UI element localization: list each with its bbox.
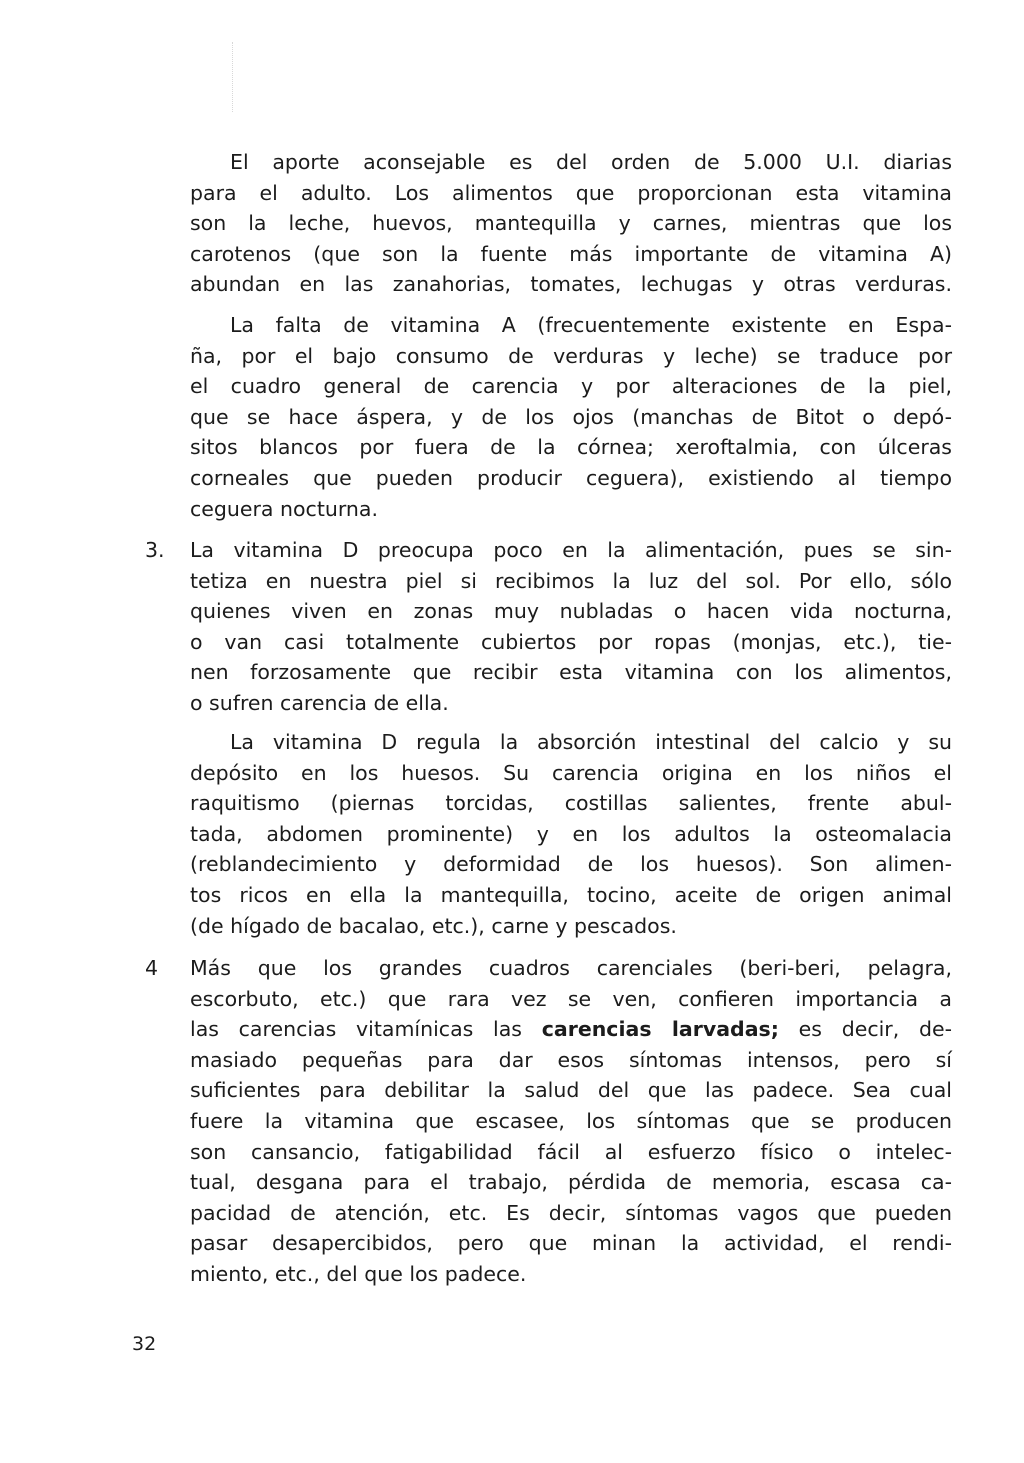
text-line: escorbuto, etc.) que rara vez se ven, confieren importancia a [190,986,952,1011]
text-line: o sufren carencia de ella. [190,690,449,715]
text-line: son la leche, huevos, mantequilla y carnes, mientras que los [190,211,952,236]
text-line: El aporte aconsejable es del orden de 5.000 U.I. diarias [230,150,952,174]
text-line: que se hace áspera, y de los ojos (manchas de Bitot o depó- [190,404,952,429]
text-line: el cuadro general de carencia y por alteraciones de la piel, [190,374,952,399]
text-line-with-bold [190,1014,952,1045]
text-line: sitos blancos por fuera de la córnea; xeroftalmia, con úlceras [190,435,952,460]
text-line: La falta de vitamina A (frecuentemente existente en Espa- [230,313,952,337]
text-line: raquitismo (piernas torcidas, costillas salientes, frente abul- [190,791,952,816]
text-line: La vitamina D preocupa poco en la alimentación, pues se sin- [190,538,952,562]
text-line: para el adulto. Los alimentos que proporcionan esta vitamina [190,180,952,205]
text-line: tada, abdomen prominente) y en los adultos la osteomalacia [190,821,952,846]
text-line: Más que los grandes cuadros carenciales (beri-beri, pelagra, [190,956,952,980]
paragraph-vitamin-d-function [190,727,952,941]
item-number-4: 4 [145,956,159,980]
paragraph-vitamin-d [190,535,952,719]
text-line: carotenos (que son la fuente más importante de vitamina A) [190,241,952,266]
text-line: son cansancio, fatigabilidad fácil al esfuerzo físico o intelec- [190,1139,952,1164]
text-run: es decir, de- [778,1017,952,1042]
text-line: suficientes para debilitar la salud del que las padece. Sea cual [190,1078,952,1103]
scan-margin-mark [232,42,234,112]
text-line: pacidad de atención, etc. Es decir, síntomas vagos que pueden [190,1200,952,1225]
text-line: tetiza en nuestra piel si recibimos la luz del sol. Por ello, sólo [190,568,952,593]
text-line: o van casi totalmente cubiertos por ropas (monjas, etc.), tie- [190,629,952,654]
text-line: nen forzosamente que recibir esta vitamina con los alimentos, [190,660,952,685]
text-line: tos ricos en ella la mantequilla, tocino, aceite de origen animal [190,882,952,907]
text-line: La vitamina D regula la absorción intestinal del calcio y su [230,730,952,754]
text-line: depósito en los huesos. Su carencia origina en los niños el [190,760,952,785]
text-line: quienes viven en zonas muy nubladas o hacen vida nocturna, [190,599,952,624]
text-line: tual, desgana para el trabajo, pérdida de memoria, escasa ca- [190,1170,952,1195]
bold-term: carencias larvadas; [541,1017,779,1042]
text-line: (de hígado de bacalao, etc.), carne y pescados. [190,913,677,938]
text-line: ña, por el bajo consumo de verduras y leche) se traduce por [190,343,952,368]
text-line: masiado pequeñas para dar esos síntomas intensos, pero sí [190,1047,952,1072]
page-number: 32 [132,1333,157,1355]
text-line: (reblandecimiento y deformidad de los huesos). Son alimen- [190,852,952,877]
item-number-3: 3. [145,538,165,562]
text-line: pasar desapercibidos, pero que minan la actividad, el rendi- [190,1231,952,1256]
text-line: abundan en las zanahorias, tomates, lechugas y otras verduras. [190,272,952,297]
paragraph-vitamin-a-intake [190,147,952,300]
text-line: corneales que pueden producir ceguera), existiendo al tiempo [190,465,952,490]
paragraph-vitamin-a-deficiency [190,310,952,524]
text-run: las carencias vitamínicas las [190,1017,542,1042]
text-line: ceguera nocturna. [190,496,378,521]
text-line: fuere la vitamina que escasee, los síntomas que se producen [190,1108,952,1133]
text-line: miento, etc., del que los padece. [190,1261,527,1286]
paragraph-larvated-deficiencies [190,953,952,1290]
